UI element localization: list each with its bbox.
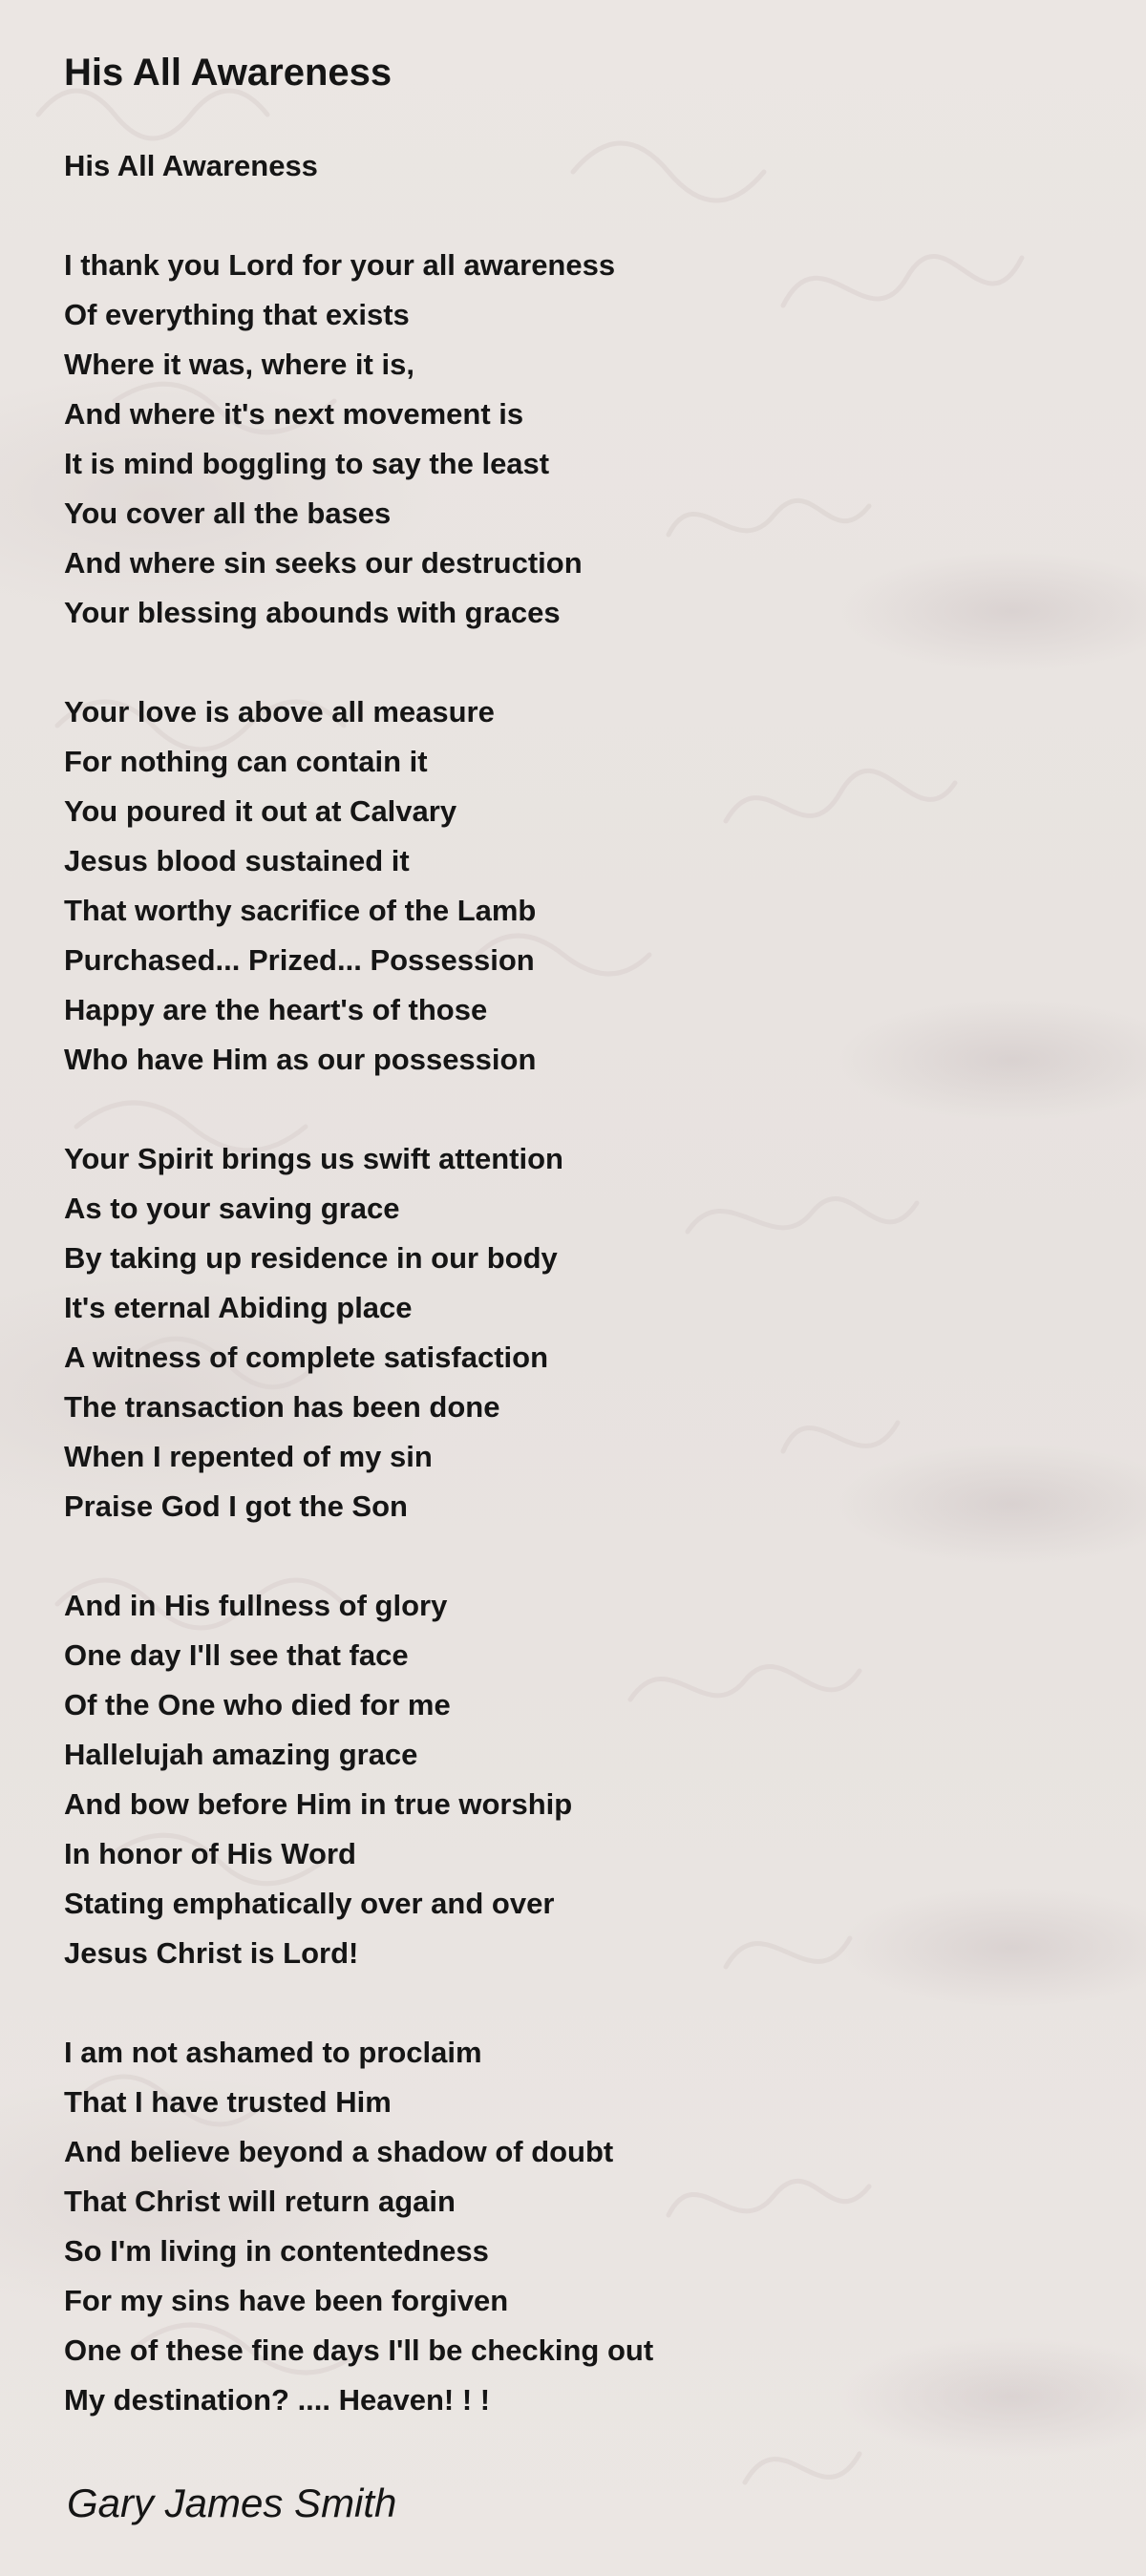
poem-line: Purchased... Prized... Possession <box>64 943 535 977</box>
poem-line: Your Spirit brings us swift attention <box>64 1142 563 1175</box>
poem-line: Jesus Christ is Lord! <box>64 1936 359 1970</box>
poem-line: Your love is above all measure <box>64 695 495 728</box>
poem-line: For nothing can contain it <box>64 745 428 778</box>
poem-line: One of these fine days I'll be checking out <box>64 2333 654 2367</box>
stanza-1 <box>64 241 1095 638</box>
poem-line: It is mind boggling to say the least <box>64 447 550 480</box>
poem-line: Of everything that exists <box>64 298 410 331</box>
poem-line: And where it's next movement is <box>64 397 524 431</box>
stanza-2 <box>64 687 1095 1085</box>
poem-line: As to your saving grace <box>64 1192 400 1225</box>
poem-subtitle: His All Awareness <box>64 149 318 182</box>
author-name: Gary James Smith <box>67 2481 397 2525</box>
poem-line: Praise God I got the Son <box>64 1489 408 1523</box>
poem-line: That I have trusted Him <box>64 2085 392 2119</box>
poem-line: And believe beyond a shadow of doubt <box>64 2135 614 2168</box>
poem-line: Where it was, where it is, <box>64 348 414 381</box>
poem-line: I am not ashamed to proclaim <box>64 2036 482 2069</box>
poem-line: And where sin seeks our destruction <box>64 546 583 580</box>
poem-line: That worthy sacrifice of the Lamb <box>64 894 537 927</box>
poem-line: It's eternal Abiding place <box>64 1291 413 1324</box>
poem-line: My destination? .... Heaven! ! ! <box>64 2383 491 2417</box>
stanza-3 <box>64 1134 1095 1531</box>
page-title: His All Awareness <box>64 52 393 94</box>
poem-line: One day I'll see that face <box>64 1638 409 1672</box>
poem-line: So I'm living in contentedness <box>64 2234 489 2268</box>
poem-line: The transaction has been done <box>64 1390 500 1424</box>
poem-container <box>64 48 1095 2425</box>
poem-line: And in His fullness of glory <box>64 1589 448 1622</box>
poem-line: You poured it out at Calvary <box>64 794 457 828</box>
poem-line: Who have Him as our possession <box>64 1043 537 1076</box>
poem-line: A witness of complete satisfaction <box>64 1341 549 1374</box>
poem-line: Hallelujah amazing grace <box>64 1738 418 1771</box>
poem-line: Of the One who died for me <box>64 1688 451 1721</box>
poem-line: Your blessing abounds with graces <box>64 596 561 629</box>
poem-line: Happy are the heart's of those <box>64 993 488 1026</box>
poem-line: I thank you Lord for your all awareness <box>64 248 616 282</box>
poem-line: In honor of His Word <box>64 1837 356 1870</box>
poem-line: You cover all the bases <box>64 496 392 530</box>
poem-line: By taking up residence in our body <box>64 1241 558 1275</box>
poem-line: That Christ will return again <box>64 2185 456 2218</box>
poem-line: Jesus blood sustained it <box>64 844 410 877</box>
poem-line: And bow before Him in true worship <box>64 1787 573 1821</box>
poem-line: For my sins have been forgiven <box>64 2284 509 2317</box>
poem-line: When I repented of my sin <box>64 1440 433 1473</box>
poem-line: Stating emphatically over and over <box>64 1887 555 1920</box>
stanza-4 <box>64 1581 1095 1978</box>
stanza-5 <box>64 2028 1095 2425</box>
